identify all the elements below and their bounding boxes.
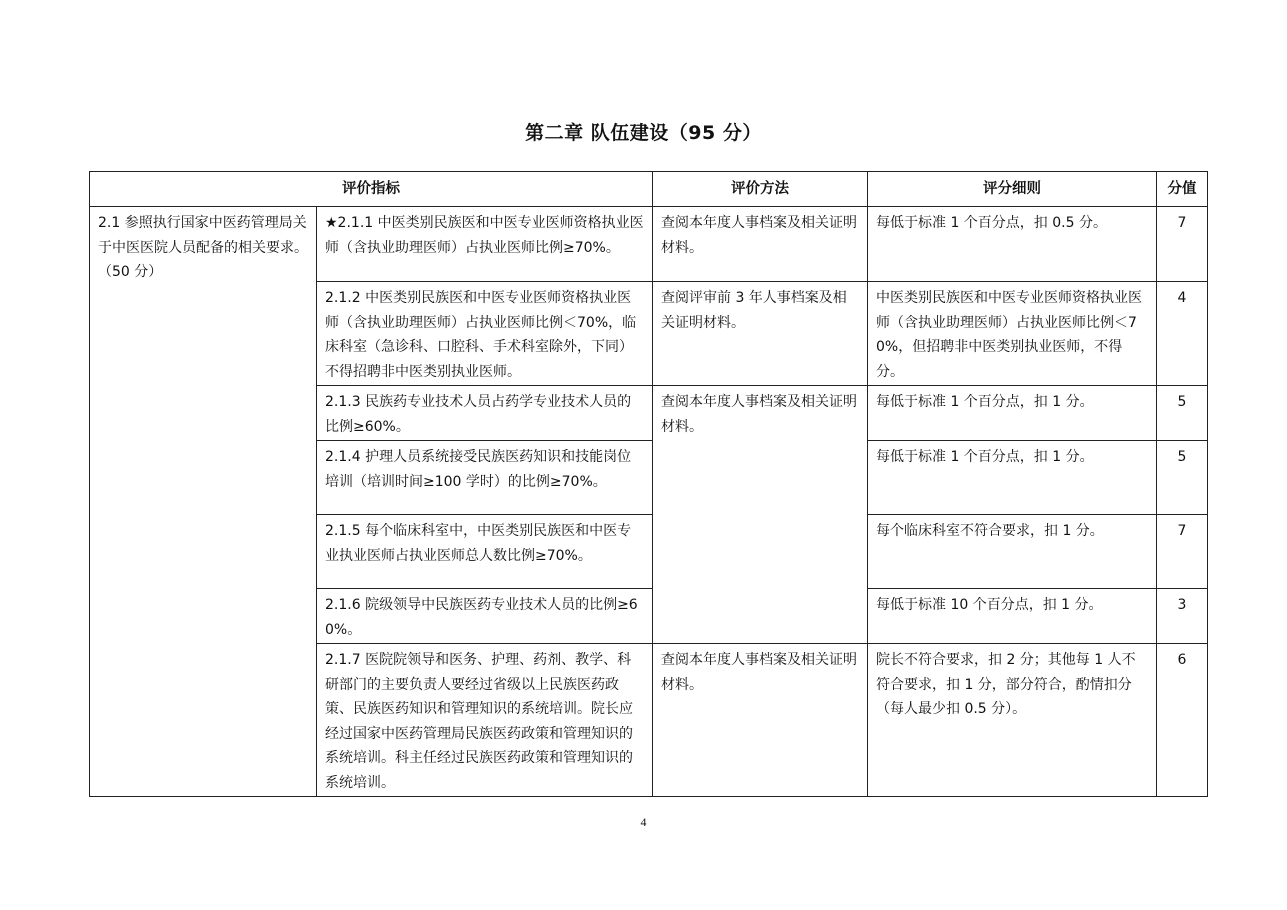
score-cell: 5 [1157,441,1208,515]
table-row [90,207,1208,282]
evaluation-table [89,171,1208,797]
rules-cell: 每低于标准 1 个百分点，扣 0.5 分。 [868,207,1157,282]
method-cell: 查阅评审前 3 年人事档案及相关证明材料。 [653,282,868,386]
indicator-cell: 2.1.6 院级领导中民族医药专业技术人员的比例≥60%。 [317,589,653,644]
category-cell: 2.1 参照执行国家中医药管理局关于中医医院人员配备的相关要求。（50 分） [90,207,317,797]
method-cell: 查阅本年度人事档案及相关证明材料。 [653,644,868,797]
indicator-cell: ★2.1.1 中医类别民族医和中医专业医师资格执业医师（含执业助理医师）占执业医师比例≥70%。 [317,207,653,282]
indicator-cell: 2.1.5 每个临床科室中，中医类别民族医和中医专业执业医师占执业医师总人数比例≥70%。 [317,515,653,589]
page-number: 4 [640,815,647,829]
indicator-cell: 2.1.7 医院院领导和医务、护理、药剂、教学、科研部门的主要负责人要经过省级以上民族医药政策、民族医药知识和管理知识的系统培训。院长应经过国家中医药管理局民族医药政策和管理知识的系统培训。科主任经过民族医药政策和管理知识的系统培训。 [317,644,653,797]
score-cell: 3 [1157,589,1208,644]
indicator-cell: 2.1.3 民族药专业技术人员占药学专业技术人员的比例≥60%。 [317,386,653,441]
rules-cell: 每低于标准 1 个百分点，扣 1 分。 [868,441,1157,515]
method-cell: 查阅本年度人事档案及相关证明材料。 [653,386,868,644]
score-cell: 7 [1157,515,1208,589]
rules-cell: 每低于标准 1 个百分点，扣 1 分。 [868,386,1157,441]
rules-cell: 每个临床科室不符合要求，扣 1 分。 [868,515,1157,589]
rules-cell: 每低于标准 10 个百分点，扣 1 分。 [868,589,1157,644]
indicator-cell: 2.1.2 中医类别民族医和中医专业医师资格执业医师（含执业助理医师）占执业医师比例＜70%，临床科室（急诊科、口腔科、手术科室除外，下同）不得招聘非中医类别执业医师。 [317,282,653,386]
score-cell: 7 [1157,207,1208,282]
page-title: 第二章 队伍建设（95 分） [525,122,762,144]
rules-cell: 院长不符合要求，扣 2 分；其他每 1 人不符合要求，扣 1 分，部分符合，酌情扣分（每人最少扣 0.5 分）。 [868,644,1157,797]
method-cell: 查阅本年度人事档案及相关证明材料。 [653,207,868,282]
header-rules: 评分细则 [868,172,1157,207]
score-cell: 6 [1157,644,1208,797]
rules-cell: 中医类别民族医和中医专业医师资格执业医师（含执业助理医师）占执业医师比例＜70%，但招聘非中医类别执业医师，不得分。 [868,282,1157,386]
indicator-cell: 2.1.4 护理人员系统接受民族医药知识和技能岗位培训（培训时间≥100 学时）的比例≥70%。 [317,441,653,515]
header-score: 分值 [1157,172,1208,207]
score-cell: 5 [1157,386,1208,441]
header-method: 评价方法 [653,172,868,207]
table-header-row [90,172,1208,207]
score-cell: 4 [1157,282,1208,386]
header-indicator: 评价指标 [90,172,653,207]
